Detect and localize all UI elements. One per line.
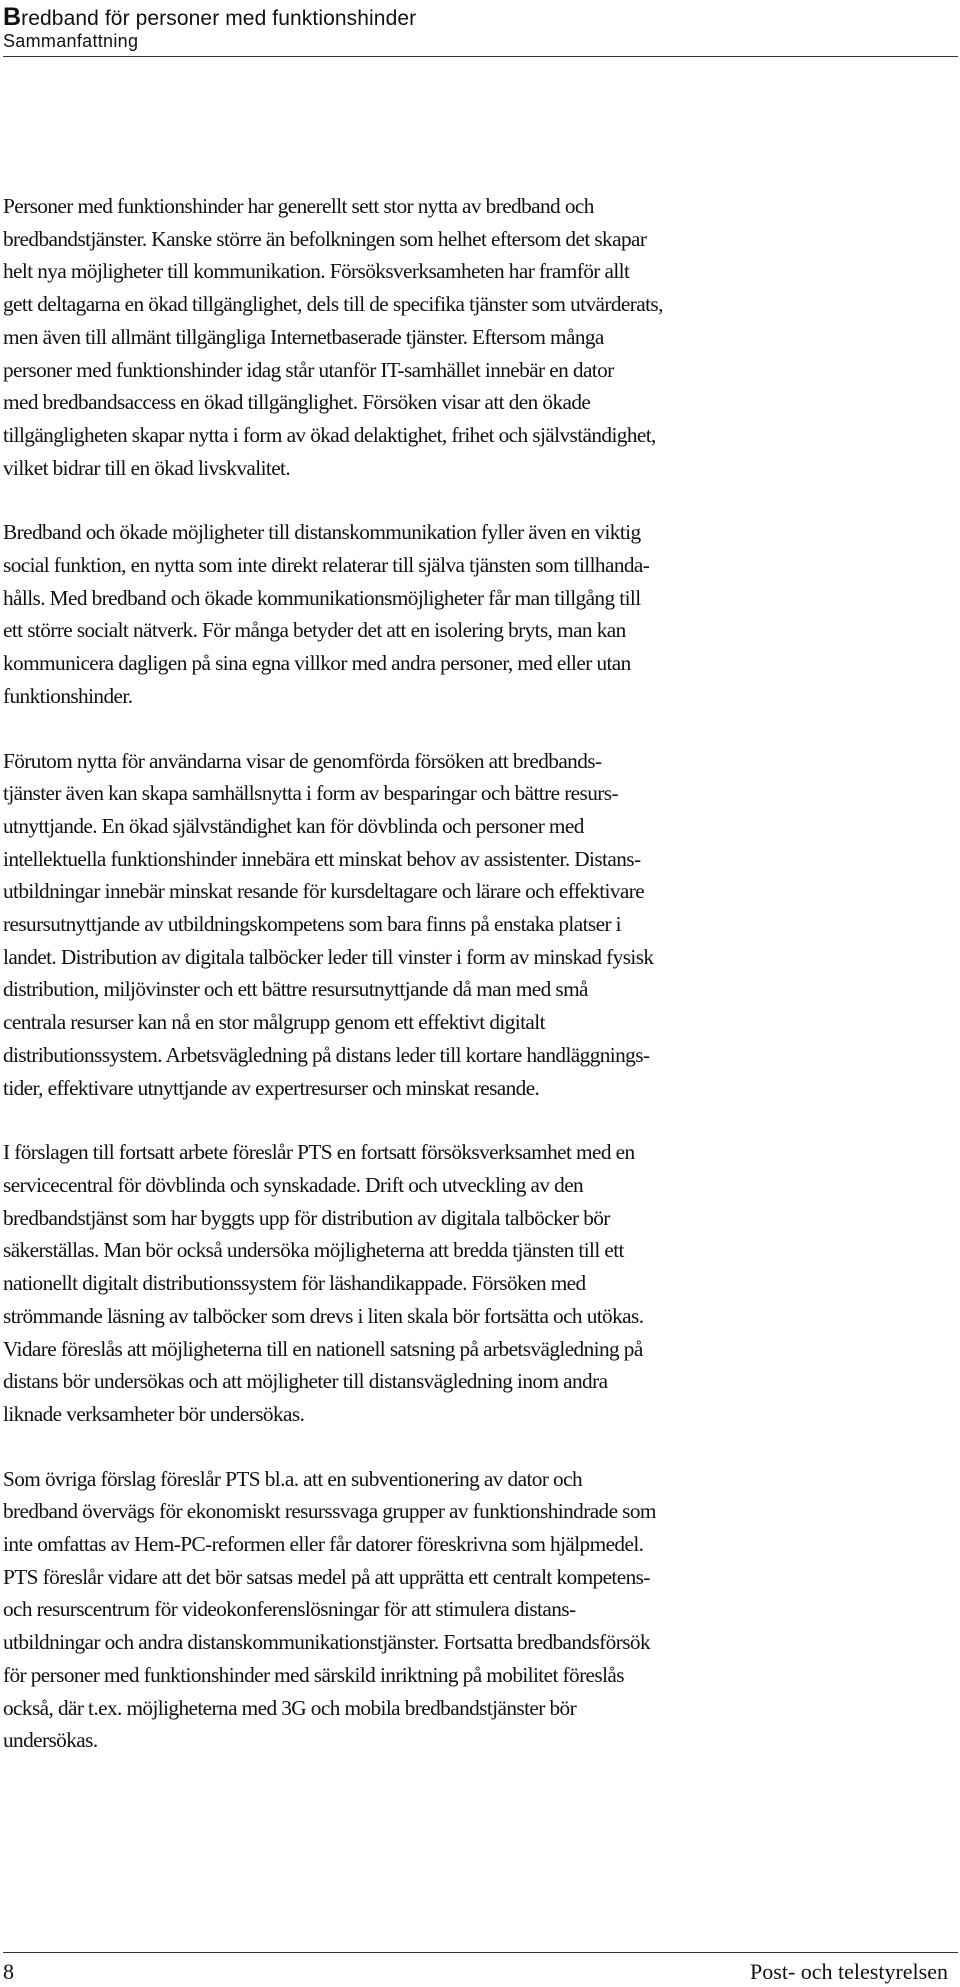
text-line: utbildningar innebär minskat resande för kursdeltagare och lärare och effektivare	[3, 879, 645, 904]
text-line: tjänster även kan skapa samhällsnytta i form av besparingar och bättre resurs-	[3, 781, 618, 806]
paragraph	[3, 190, 958, 484]
text-line: med bredbandsaccess en ökad tillgänglighet. Försöken visar att den ökade	[3, 390, 591, 415]
text-line: Personer med funktionshinder har generellt sett stor nytta av bredband och	[3, 194, 594, 218]
text-line: ett större socialt nätverk. För många betyder det att en isolering bryts, man kan	[3, 618, 626, 643]
text-line: hålls. Med bredband och ökade kommunikationsmöjligheter får man tillgång till	[3, 585, 641, 610]
text-line: bredbandstjänster. Kanske större än befolkningen som helhet eftersom det skapar	[3, 226, 647, 251]
text-line: Som övriga förslag föreslår PTS bl.a. att en subventionering av dator och	[3, 1466, 582, 1491]
text-line: utnyttjande. En ökad självständighet kan för dövblinda och personer med	[3, 813, 584, 838]
text-line: distributionssystem. Arbetsvägledning på distans leder till kortare handläggnings-	[3, 1042, 650, 1067]
text-line: nationellt digitalt distributionssystem för läshandikappade. Försöken med	[3, 1271, 586, 1296]
page-footer	[3, 1952, 958, 1983]
text-line: gett deltagarna en ökad tillgänglighet, dels till de specifika tjänster som utvärderats,	[3, 292, 663, 317]
paragraph	[3, 1136, 958, 1430]
paragraph	[3, 1463, 958, 1757]
paragraph	[3, 516, 958, 712]
text-line: personer med funktionshinder idag står utanför IT-samhället innebär en dator	[3, 357, 614, 382]
text-line: Bredband och ökade möjligheter till distanskommunikation fyller även en viktig	[3, 520, 641, 545]
document-title	[3, 3, 958, 31]
text-line: social funktion, en nytta som inte direkt relaterar till själva tjänsten som tillhanda-	[3, 553, 650, 578]
page-number: 8	[3, 1959, 14, 1984]
page-header	[3, 3, 958, 57]
text-line: kommunicera dagligen på sina egna villkor med andra personer, med eller utan	[3, 651, 631, 676]
text-line: landet. Distribution av digitala talböcker leder till vinster i form av minskad fysisk	[3, 944, 654, 969]
text-line: I förslagen till fortsatt arbete föreslår PTS en fortsatt försöksverksamhet med en	[3, 1140, 635, 1165]
paragraph	[3, 745, 958, 1105]
text-line: helt nya möjligheter till kommunikation. Försöksverksamheten har framför allt	[3, 259, 630, 284]
title-initial: B	[3, 3, 22, 31]
text-line: servicecentral för dövblinda och synskadade. Drift och utveckling av den	[3, 1172, 584, 1197]
text-line: men även till allmänt tillgängliga Internetbaserade tjänster. Eftersom många	[3, 324, 604, 349]
text-line: tider, effektivare utnyttjande av expertresurser och minskat resande.	[3, 1075, 540, 1100]
publisher-name: Post- och telestyrelsen	[750, 1959, 948, 1984]
text-line: funktionshinder.	[3, 683, 133, 708]
text-line: PTS föreslår vidare att det bör satsas medel på att upprätta ett centralt kompetens-	[3, 1564, 650, 1589]
section-subtitle: Sammanfattning	[3, 31, 139, 51]
text-line: Förutom nytta för användarna visar de genomförda försöken att bredbands-	[3, 748, 602, 773]
body-text	[3, 190, 958, 1789]
text-line: undersökas.	[3, 1728, 98, 1753]
text-line: bredband övervägs för ekonomiskt resurssvaga grupper av funktionshindrade som	[3, 1499, 656, 1524]
text-line: för personer med funktionshinder med särskild inriktning på mobilitet föreslås	[3, 1662, 624, 1687]
title-rest: redband för personer med funktionshinder	[21, 7, 417, 30]
text-line: säkerställas. Man bör också undersöka möjligheterna att bredda tjänsten till ett	[3, 1238, 624, 1263]
text-line: tillgängligheten skapar nytta i form av ökad delaktighet, frihet och självständighet,	[3, 422, 656, 447]
text-line: vilket bidrar till en ökad livskvalitet.	[3, 455, 291, 480]
text-line: inte omfattas av Hem-PC-reformen eller får datorer föreskrivna som hjälpmedel.	[3, 1532, 644, 1557]
text-line: intellektuella funktionshinder innebära ett minskat behov av assistenter. Distans-	[3, 846, 641, 871]
text-line: också, där t.ex. möjligheterna med 3G och mobila bredbandstjänster bör	[3, 1695, 577, 1720]
text-line: utbildningar och andra distanskommunikationstjänster. Fortsatta bredbandsförsök	[3, 1630, 650, 1655]
text-line: Vidare föreslås att möjligheterna till en nationell satsning på arbetsvägledning på	[3, 1336, 643, 1361]
text-line: distans bör undersökas och att möjligheter till distansvägledning inom andra	[3, 1369, 608, 1394]
text-line: distribution, miljövinster och ett bättre resursutnyttjande då man med små	[3, 977, 588, 1002]
text-line: och resurscentrum för videokonferenslösningar för att stimulera distans-	[3, 1597, 576, 1622]
text-line: liknade verksamheter bör undersökas.	[3, 1401, 305, 1426]
text-line: bredbandstjänst som har byggts upp för distribution av digitala talböcker bör	[3, 1205, 610, 1230]
text-line: resursutnyttjande av utbildningskompetens som bara finns på enstaka platser i	[3, 912, 621, 937]
text-line: strömmande läsning av talböcker som drevs i liten skala bör fortsätta och utökas.	[3, 1303, 644, 1328]
text-line: centrala resurser kan nå en stor målgrupp genom ett effektivt digitalt	[3, 1010, 545, 1035]
